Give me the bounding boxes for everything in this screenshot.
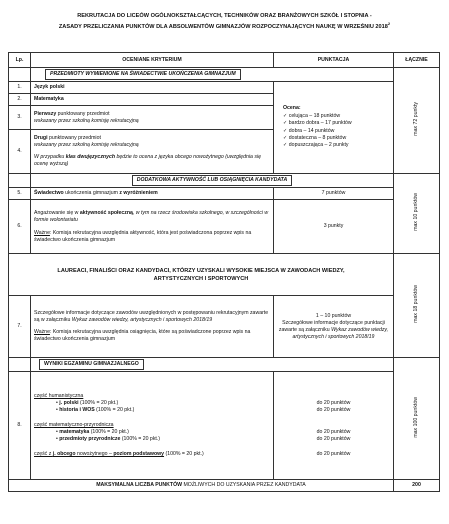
row-number: 1. (9, 82, 31, 94)
footer-text: MOŻLIWYCH DO UZYSKANIA PRZEZ KANDYDATA (182, 482, 306, 488)
item-bold: historia i WOS (59, 407, 95, 413)
grade-item (283, 128, 390, 135)
lang-d: poziom podstawowy (113, 451, 165, 457)
table-header-row (9, 53, 440, 68)
section-3-header (9, 254, 440, 296)
grade-item (283, 135, 390, 142)
footer-bold: MAKSYMALNA LICZBA PUNKTÓW (96, 482, 183, 488)
table-row (9, 82, 440, 94)
row-number: 6. (9, 200, 31, 254)
col-points: PUNKTACJA (274, 53, 394, 68)
text-c: , w tym na rzecz środowiska szkolnego, w szczególności w formie (34, 209, 269, 223)
item-text: (100% = 20 pkt.) (89, 429, 129, 435)
points-detail (277, 320, 390, 341)
footnote-marker: 2 (387, 21, 391, 26)
section-1-total: max 72 punkty (413, 102, 419, 136)
list-item: • historia i WOS (100% = 20 pkt.) (56, 407, 135, 413)
row-points: do 20 punktów (316, 429, 351, 435)
row-number: 7. (9, 296, 31, 358)
list-item: • matematyka (100% = 20 pkt.) (56, 429, 129, 435)
table-row (9, 188, 440, 200)
row-label (34, 135, 270, 142)
label-bold: Drugi (34, 135, 48, 141)
row-note (34, 329, 270, 343)
scoring-table (8, 52, 440, 492)
section-2-title: DODATKOWA AKTYWNOŚĆ LUB OSIĄGNIĘCIA KANDYDATA (132, 175, 292, 186)
text-italic: Wykaz zawodów wiedzy, artystycznych i sportowych 2018/19 (71, 317, 213, 323)
lang-e: (100% = 20 pkt.) (164, 451, 204, 457)
section-3-total: max 18 punktów (413, 285, 419, 323)
section-2-total: max 10 punktów (413, 193, 419, 231)
label-rest: punktowany przedmiot (56, 110, 110, 117)
table-row (9, 372, 440, 480)
label-bold: Świadectwo (34, 190, 64, 196)
extra-a: W przypadku (34, 154, 66, 160)
section-3-title: LAUREACI, FINALIŚCI ORAZ KANDYDACI, KTÓRZY UZYSKALI WYSOKIE MIEJSCA W ZAWODACH WIEDZY, ARTYSTYCZNYCH I SPORTOWYCH (9, 254, 394, 296)
grade-item (283, 113, 390, 120)
col-lp: Lp. (9, 53, 31, 68)
row-number: 4. (9, 130, 31, 174)
item-bold: przedmioty przyrodnicze (59, 436, 121, 442)
row-number: 8. (9, 372, 31, 480)
section-4-title: WYNIKI EGZAMINU GIMNAZJALNEGO (39, 359, 144, 370)
note-text: : Komisja rekrutacyjna uwzględnia aktywność, która jest poświadczona poprzez wpis na świadectwo ukończenia gimnazjum (34, 229, 252, 243)
points-text: Szczegółowe informacje dotyczące punktacji zawarte są załączniku (278, 319, 385, 333)
row-points: 1 – 10 punktów (315, 312, 352, 319)
check-icon: ✓ (283, 112, 289, 119)
grade-text: dostateczna – 8 punktów (288, 134, 347, 141)
footer-label (9, 480, 394, 492)
part-math-science: część matematyczno-przyrodnicza (34, 422, 114, 428)
title-line-1: REKRUTACJA DO LICEÓW OGÓLNOKSZTAŁCĄCYCH, TECHNIKÓW ORAZ BRANŻOWYCH SZKÓŁ I STOPNIA - (77, 13, 372, 19)
check-icon: ✓ (283, 120, 289, 127)
row-label: Matematyka (31, 94, 274, 106)
title-line-2 (0, 20, 449, 31)
grade-text: dobra – 14 punktów (288, 127, 335, 134)
title-line-2-text: ZASADY PRZELICZANIA PUNKTÓW DLA ABSOLWENTÓW GIMNAZJÓW ROZPOCZYNAJĄCYCH NAUKĘ W WRZEŚNIU 2018 (58, 23, 388, 30)
row-extra (34, 154, 270, 168)
label-bold-2: z wyróżnieniem (119, 190, 158, 196)
part-language (34, 451, 270, 458)
grade-text: dopuszczająca – 2 punkty (288, 142, 349, 149)
row-points: do 20 punktów (316, 400, 351, 406)
table-row (9, 200, 440, 254)
row-points: 7 punktów (274, 188, 394, 200)
grades-title: Ocena: (283, 105, 301, 112)
grade-item (283, 120, 390, 127)
item-text: (100% = 20 pkt.) (78, 400, 119, 406)
row-points: do 20 punktów (316, 436, 351, 442)
extra-b: klas dwujęzycznych (65, 154, 116, 160)
row-points: do 20 punktów (316, 407, 351, 413)
section-4-total: max 100 punktów (413, 396, 419, 438)
item-bold: matematyka (59, 429, 90, 435)
section-1-header (9, 68, 440, 82)
label-rest: punktowany przedmiot (47, 135, 101, 141)
item-bold: j. polski (59, 400, 79, 406)
row-label (31, 188, 274, 200)
footer-total: 200 (394, 480, 440, 492)
lang-a: część z (34, 451, 53, 457)
label-rest: ukończenia gimnazjum (63, 190, 120, 196)
row-points: 3 punkty (274, 200, 394, 254)
row-label (34, 111, 270, 118)
check-icon: ✓ (283, 127, 289, 134)
row-number: 3. (9, 106, 31, 130)
list-item: • przedmioty przyrodnicze (100% = 20 pkt.) (56, 436, 161, 442)
row-points: do 20 punktów (316, 451, 351, 457)
text-d: wolontariatu (49, 216, 78, 223)
grade-text: bardzo dobra – 17 punktów (288, 120, 352, 127)
row-label: Język polski (31, 82, 274, 94)
lang-c: nowożytnego – (75, 451, 114, 457)
part-humanities: część humanistyczna (34, 393, 84, 399)
text-b: aktywność społeczną (79, 209, 133, 216)
item-text: (100% = 20 pkt.) (94, 407, 135, 413)
document-title (0, 12, 449, 31)
col-criterion: OCENIANE KRYTERIUM (31, 53, 274, 68)
grade-item (283, 142, 390, 149)
item-text: (100% = 20 pkt.) (120, 436, 161, 442)
grade-text: celująca – 18 punktów (288, 112, 341, 119)
row-note: wskazany przez szkolną komisję rekrutacyjną (34, 142, 139, 148)
lang-b: j. obcego (52, 451, 76, 457)
grades-cell (274, 82, 394, 174)
row-label (34, 210, 270, 224)
extra-c: będzie to ocena z języka obcego nowożytnego (uwzględnia się ocenę wyższą) (34, 154, 261, 167)
text-a: Angażowanie się w (34, 209, 80, 216)
label-bold: Pierwszy (34, 110, 57, 117)
col-total: ŁĄCZNIE (394, 53, 440, 68)
row-number: 5. (9, 188, 31, 200)
row-note (34, 230, 270, 244)
check-icon: ✓ (283, 134, 289, 141)
row-label (34, 310, 270, 324)
points-italic: Wykaz zawodów wiedzy, artystycznych i sportowych 2018/19 (292, 326, 389, 340)
row-number: 2. (9, 94, 31, 106)
section-4-header (9, 358, 440, 372)
footer-row (9, 480, 440, 492)
section-1-title: PRZEDMIOTY WYMIENIONE NA ŚWIADECTWIE UKOŃCZENIA GIMNAZJUM (45, 69, 241, 80)
section-2-header (9, 174, 440, 188)
note-text: : Komisja rekrutacyjna uwzględnia osiągnięcia, które są poświadczone poprzez wpis na świadectwo ukończenia gimnazjum (34, 329, 251, 342)
list-item: • j. polski (100% = 20 pkt.) (56, 400, 119, 406)
note-important: Ważne (34, 329, 50, 335)
row-note: wskazany przez szkolną komisję rekrutacyjną (34, 117, 139, 124)
text-main: Szczegółowe informacje dotyczące zawodów uwzględnionych w postępowaniu rekrutacyjnym zawarte są w załączniku (34, 310, 269, 323)
note-important: Ważne (34, 229, 50, 236)
check-icon: ✓ (283, 142, 289, 149)
table-row (9, 296, 440, 358)
